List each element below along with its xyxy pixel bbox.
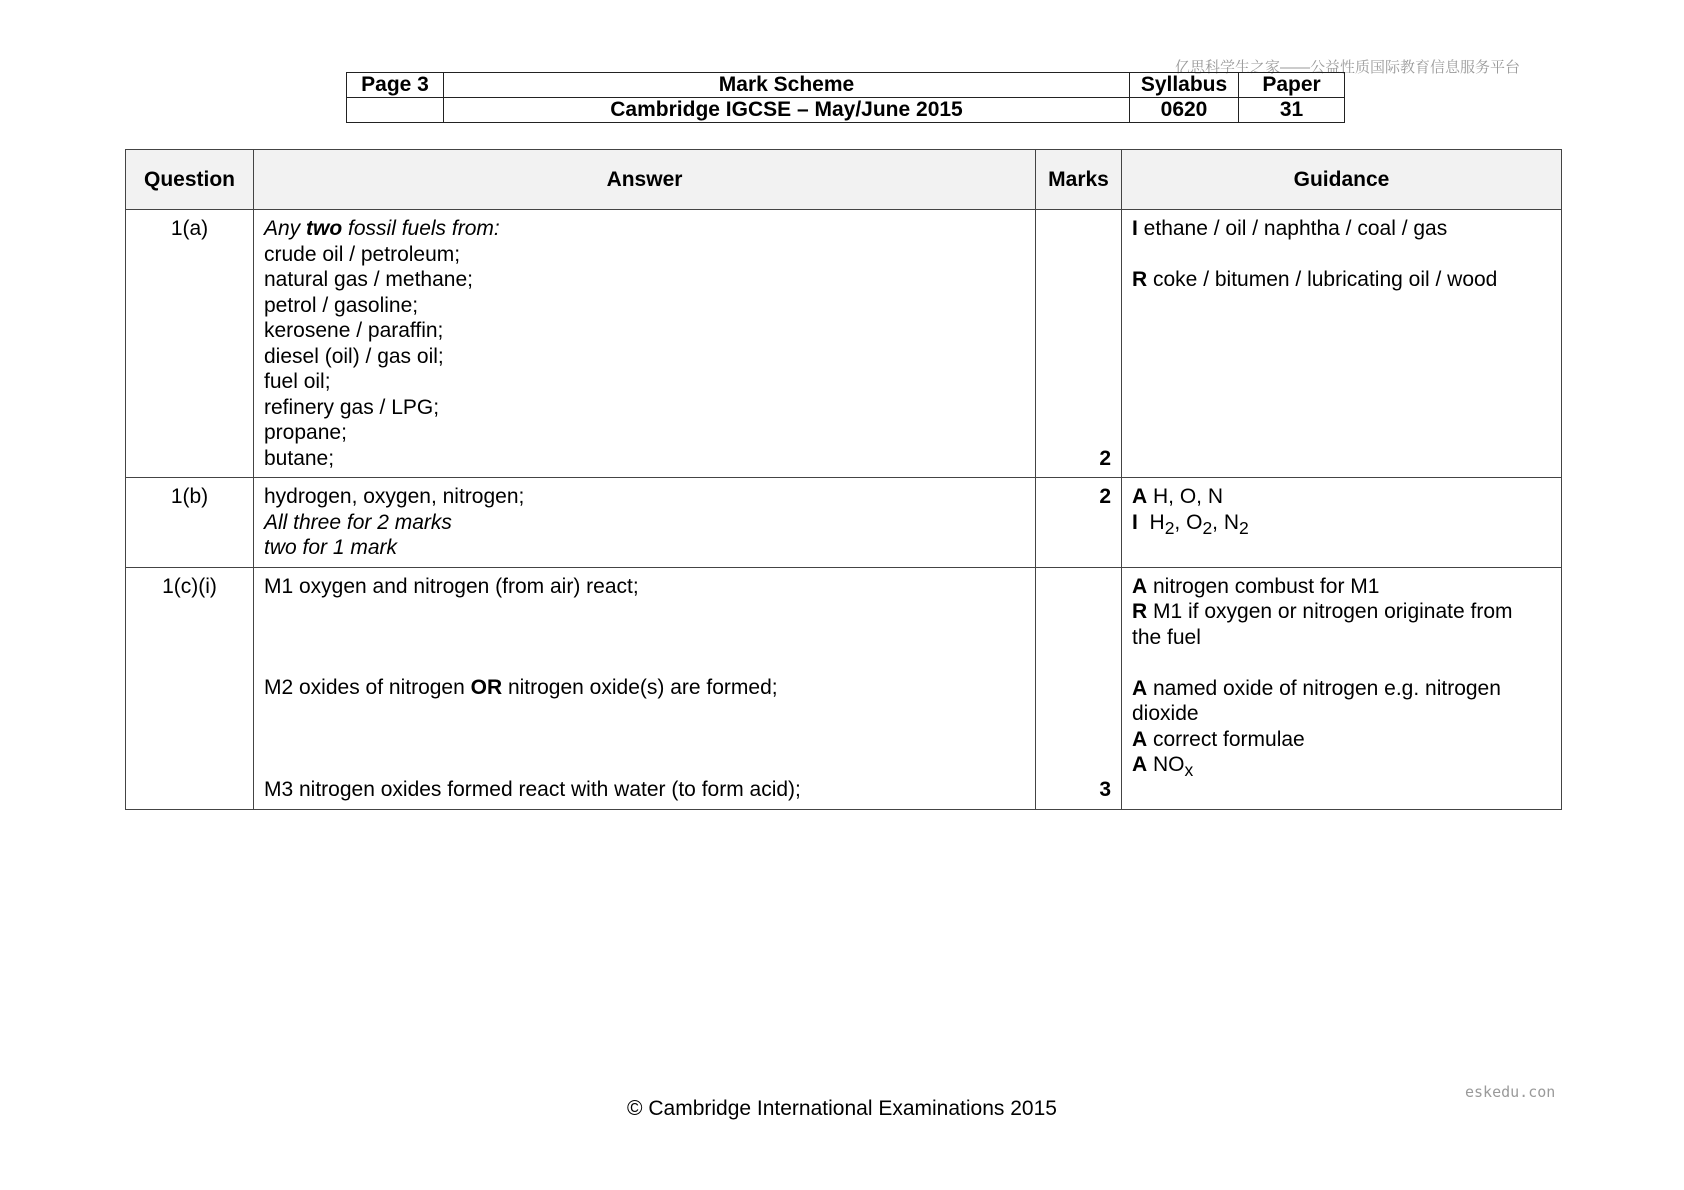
column-question: Question <box>126 150 254 210</box>
answer-intro <box>264 216 1025 242</box>
guidance-code: A <box>1132 574 1148 598</box>
guidance-cell <box>1122 567 1562 809</box>
header-exam: Cambridge IGCSE – May/June 2015 <box>444 98 1130 123</box>
answer-cell <box>254 210 1036 478</box>
header-paper: 31 <box>1239 98 1345 123</box>
answer-intro-bold: two <box>306 217 343 240</box>
formula-h: H <box>1149 510 1165 534</box>
answer-line: M1 oxygen and nitrogen (from air) react; <box>264 574 639 598</box>
table-row <box>126 210 1562 478</box>
guidance-text: NO <box>1147 753 1185 776</box>
guidance-text: H, O, N <box>1147 485 1224 508</box>
guidance-text: ethane / oil / naphtha / coal / gas <box>1137 217 1448 240</box>
guidance-line <box>1132 510 1551 542</box>
answer-cell <box>254 478 1036 568</box>
guidance-line: dioxide <box>1132 702 1199 725</box>
guidance-text: M1 if oxygen or nitrogen originate from <box>1147 600 1513 623</box>
header-syllabus: 0620 <box>1130 98 1239 123</box>
guidance-line <box>1132 752 1551 784</box>
answer-line: kerosene / paraffin; <box>264 319 444 342</box>
answer-line: butane; <box>264 446 335 470</box>
answer-line: refinery gas / LPG; <box>264 395 440 419</box>
header-table <box>346 72 1345 123</box>
question-number: 1(a) <box>126 210 254 478</box>
guidance-cell <box>1122 210 1562 478</box>
guidance-line: the fuel <box>1132 625 1201 649</box>
guidance-code: R <box>1132 600 1148 623</box>
guidance-line <box>1132 484 1551 510</box>
answer-line: diesel (oil) / gas oil; <box>264 344 444 368</box>
header-title: Mark Scheme <box>444 73 1130 98</box>
guidance-code: A <box>1132 727 1148 751</box>
formula-n: N <box>1223 510 1240 534</box>
guidance-code: A <box>1132 676 1148 700</box>
header-paper-label: Paper <box>1239 73 1345 98</box>
subscript: x <box>1184 760 1194 781</box>
column-marks: Marks <box>1036 150 1122 210</box>
header-empty-cell <box>347 98 444 123</box>
guidance-line <box>1132 676 1551 702</box>
guidance-text: correct formulae <box>1147 727 1305 751</box>
subscript: 2 <box>1239 517 1249 538</box>
marks-cell: 2 <box>1036 210 1122 478</box>
guidance-code: A <box>1132 753 1148 776</box>
guidance-code: I <box>1132 510 1138 534</box>
answer-intro-pre: Any <box>264 217 307 240</box>
column-header-row <box>126 150 1562 210</box>
question-number: 1(c)(i) <box>126 567 254 809</box>
answer-text: nitrogen oxide(s) are formed; <box>502 676 778 699</box>
guidance-code: A <box>1132 485 1148 508</box>
guidance-code: I <box>1132 217 1138 240</box>
answer-line: petrol / gasoline; <box>264 293 419 317</box>
guidance-line <box>1132 574 1551 600</box>
spacer <box>1132 650 1551 676</box>
answer-line: natural gas / methane; <box>264 268 473 291</box>
watermark-bottom: eskedu.con <box>1465 1083 1556 1101</box>
answer-line: propane; <box>264 421 347 444</box>
answer-note: two for 1 mark <box>264 536 398 559</box>
table-row <box>126 567 1562 809</box>
header-syllabus-label: Syllabus <box>1130 73 1239 98</box>
mark-scheme-table <box>125 149 1562 810</box>
subscript: 2 <box>1164 517 1175 538</box>
separator: , <box>1212 510 1224 534</box>
answer-bold: OR <box>470 676 503 699</box>
marks-cell: 2 <box>1036 478 1122 568</box>
guidance-line <box>1132 216 1551 242</box>
guidance-text: nitrogen combust for M1 <box>1147 574 1380 598</box>
header-page: Page 3 <box>347 73 444 98</box>
answer-line: M3 nitrogen oxides formed react with water (to form acid); <box>264 777 801 801</box>
guidance-cell <box>1122 478 1562 568</box>
separator: , <box>1174 510 1187 534</box>
answer-line: fuel oil; <box>264 370 331 393</box>
guidance-line <box>1132 267 1551 293</box>
answer-text: M2 oxides of nitrogen <box>264 676 471 699</box>
answer-line: crude oil / petroleum; <box>264 242 461 266</box>
guidance-text: named oxide of nitrogen e.g. nitrogen <box>1147 676 1501 700</box>
guidance-text: coke / bitumen / lubricating oil / wood <box>1147 268 1498 291</box>
marks-cell: 3 <box>1036 567 1122 809</box>
guidance-line <box>1132 727 1551 753</box>
spacer <box>1132 242 1551 268</box>
answer-intro-post: fossil fuels from: <box>342 217 500 240</box>
table-row <box>126 478 1562 568</box>
spacer <box>264 701 1025 777</box>
answer-note: All three for 2 marks <box>264 510 452 534</box>
answer-cell <box>254 567 1036 809</box>
column-answer: Answer <box>254 150 1036 210</box>
footer-copyright: © Cambridge International Examinations 2015 <box>627 1097 1057 1120</box>
answer-line <box>264 675 1025 701</box>
guidance-line <box>1132 599 1551 625</box>
watermark-top: 亿思科学生之家——公益性质国际教育信息服务平台 <box>1175 59 1521 76</box>
question-number: 1(b) <box>126 478 254 568</box>
column-guidance: Guidance <box>1122 150 1562 210</box>
spacer <box>264 599 1025 675</box>
answer-line: hydrogen, oxygen, nitrogen; <box>264 485 525 508</box>
subscript: 2 <box>1202 517 1213 538</box>
guidance-code: R <box>1132 268 1148 291</box>
formula-o: O <box>1186 510 1203 534</box>
